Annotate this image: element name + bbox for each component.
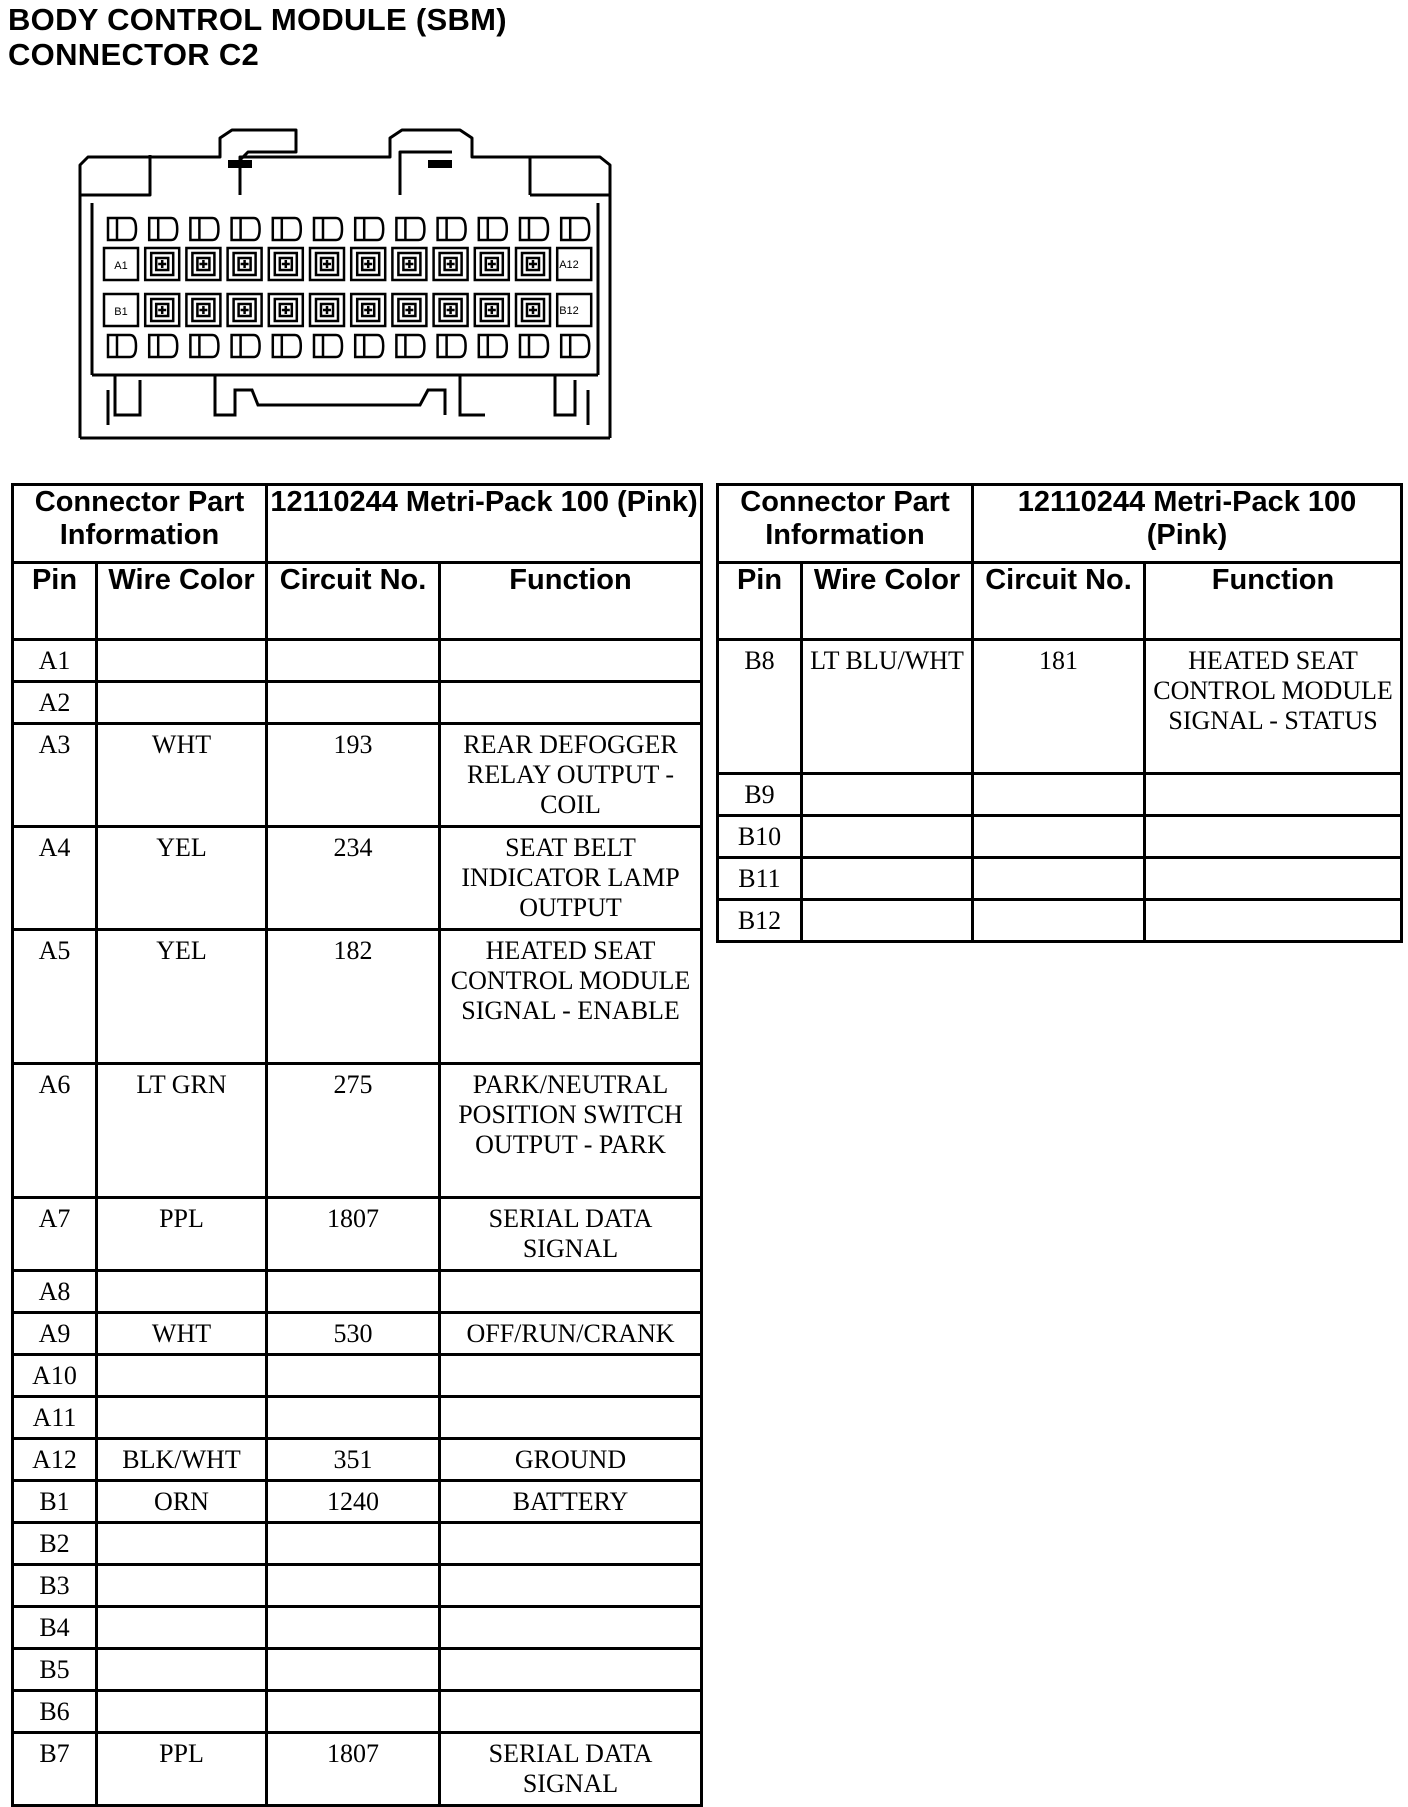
- pin-cell: B1: [13, 1481, 97, 1523]
- table-row: [13, 1397, 702, 1439]
- pin-cell: B7: [13, 1733, 97, 1806]
- pin-label-b12: B12: [559, 305, 579, 317]
- pin-cavity: [475, 248, 509, 280]
- col-header-wire-color: Wire Color: [802, 563, 973, 640]
- pin-label-b1: B1: [114, 306, 128, 318]
- table-row: [13, 1565, 702, 1607]
- function-cell: [1145, 774, 1402, 816]
- pin-row-b: [104, 294, 591, 326]
- circuit-cell: 182: [267, 930, 440, 1064]
- function-cell: GROUND: [440, 1439, 702, 1481]
- function-cell: PARK/NEUTRAL POSITION SWITCH OUTPUT - PARK: [440, 1064, 702, 1198]
- function-cell: [440, 682, 702, 724]
- pin-cavity: [269, 248, 303, 280]
- pin-cavity: [310, 294, 344, 326]
- function-cell: [440, 1607, 702, 1649]
- pin-cavity: [516, 294, 550, 326]
- col-header-pin: Pin: [13, 563, 97, 640]
- pin-cell: A1: [13, 640, 97, 682]
- function-cell: [440, 1691, 702, 1733]
- top-latch: [561, 218, 589, 240]
- top-latch: [355, 218, 383, 240]
- wire-color-cell: [97, 1523, 267, 1565]
- circuit-cell: [267, 682, 440, 724]
- wire-color-cell: YEL: [97, 827, 267, 930]
- circuit-cell: [973, 774, 1145, 816]
- pin-cavity: [516, 248, 550, 280]
- bottom-latch: [438, 335, 466, 357]
- circuit-cell: [267, 1355, 440, 1397]
- table-row: [13, 1607, 702, 1649]
- table-row: [718, 640, 1402, 774]
- top-latch: [190, 218, 218, 240]
- part-number: 12110244 Metri-Pack 100 (Pink): [973, 485, 1402, 563]
- wire-color-cell: [802, 816, 973, 858]
- pin-cell: B4: [13, 1607, 97, 1649]
- pin-cell: B9: [718, 774, 802, 816]
- pin-cavity: [475, 294, 509, 326]
- latch-marks: [228, 160, 452, 168]
- top-latch: [273, 218, 301, 240]
- pin-cavity: [145, 294, 179, 326]
- function-cell: [1145, 900, 1402, 942]
- wire-color-cell: [97, 1271, 267, 1313]
- function-cell: [440, 1271, 702, 1313]
- circuit-cell: 351: [267, 1439, 440, 1481]
- circuit-cell: [973, 858, 1145, 900]
- table-row: [13, 1313, 702, 1355]
- pin-cell: B3: [13, 1565, 97, 1607]
- table-row: [13, 1064, 702, 1198]
- pin-cell: B12: [718, 900, 802, 942]
- table-row: [13, 1481, 702, 1523]
- circuit-cell: [267, 1607, 440, 1649]
- wire-color-cell: [802, 774, 973, 816]
- connector-diagram: [0, 0, 1408, 460]
- circuit-cell: [267, 1397, 440, 1439]
- pin-cell: B10: [718, 816, 802, 858]
- wire-color-cell: PPL: [97, 1733, 267, 1806]
- pin-cavity: [434, 248, 468, 280]
- top-latch-row: [108, 218, 589, 240]
- bottom-latch: [561, 335, 589, 357]
- wire-color-cell: LT BLU/WHT: [802, 640, 973, 774]
- function-cell: SEAT BELT INDICATOR LAMP OUTPUT: [440, 827, 702, 930]
- table-row: [718, 858, 1402, 900]
- col-header-wire-color: Wire Color: [97, 563, 267, 640]
- circuit-cell: 1807: [267, 1733, 440, 1806]
- wire-color-cell: [97, 1397, 267, 1439]
- circuit-cell: [267, 1271, 440, 1313]
- function-cell: SERIAL DATA SIGNAL: [440, 1733, 702, 1806]
- top-latch: [108, 218, 136, 240]
- top-latch: [396, 218, 424, 240]
- bottom-latch: [314, 335, 342, 357]
- pin-label-a1: A1: [114, 260, 128, 272]
- pin-cavity: [392, 294, 426, 326]
- function-cell: OFF/RUN/CRANK: [440, 1313, 702, 1355]
- table-row: [13, 930, 702, 1064]
- pin-table-right: [716, 483, 1403, 943]
- pin-cell: A8: [13, 1271, 97, 1313]
- function-cell: BATTERY: [440, 1481, 702, 1523]
- circuit-cell: [267, 1523, 440, 1565]
- function-cell: HEATED SEAT CONTROL MODULE SIGNAL - STATUS: [1145, 640, 1402, 774]
- wire-color-cell: [97, 682, 267, 724]
- pin-cavity: [269, 294, 303, 326]
- pin-cavity: [228, 248, 262, 280]
- function-cell: [440, 1523, 702, 1565]
- function-cell: REAR DEFOGGER RELAY OUTPUT - COIL: [440, 724, 702, 827]
- pin-cell: B8: [718, 640, 802, 774]
- top-latch: [520, 218, 548, 240]
- pin-cavity: [351, 294, 385, 326]
- col-header-function: Function: [1145, 563, 1402, 640]
- circuit-cell: 234: [267, 827, 440, 930]
- function-cell: [440, 1565, 702, 1607]
- pin-cell: A7: [13, 1198, 97, 1271]
- part-number: 12110244 Metri-Pack 100 (Pink): [267, 485, 702, 563]
- wire-color-cell: YEL: [97, 930, 267, 1064]
- wire-color-cell: [97, 1355, 267, 1397]
- col-header-function: Function: [440, 563, 702, 640]
- bottom-latch: [108, 335, 136, 357]
- table-row: [13, 724, 702, 827]
- table-row: [13, 682, 702, 724]
- table-row: [13, 1198, 702, 1271]
- wire-color-cell: [97, 1607, 267, 1649]
- title-line-2: CONNECTOR C2: [8, 37, 260, 72]
- circuit-cell: 530: [267, 1313, 440, 1355]
- bottom-latch: [479, 335, 507, 357]
- table-row: [13, 1355, 702, 1397]
- bottom-latch: [273, 335, 301, 357]
- pin-cavity: [310, 248, 344, 280]
- table-row: [13, 1439, 702, 1481]
- bottom-latch: [232, 335, 260, 357]
- bottom-latch: [355, 335, 383, 357]
- pin-cavity: [351, 248, 385, 280]
- circuit-cell: 1807: [267, 1198, 440, 1271]
- pin-cell: B2: [13, 1523, 97, 1565]
- top-latch: [149, 218, 177, 240]
- part-info-label: Connector Part Information: [718, 485, 973, 563]
- table-row: [13, 640, 702, 682]
- table-row: [718, 900, 1402, 942]
- table-row: [13, 1523, 702, 1565]
- table-row: [13, 1733, 702, 1806]
- wire-color-cell: PPL: [97, 1198, 267, 1271]
- table-row: [13, 827, 702, 930]
- circuit-cell: [267, 1565, 440, 1607]
- circuit-cell: [973, 816, 1145, 858]
- circuit-cell: [973, 900, 1145, 942]
- pin-cell: A2: [13, 682, 97, 724]
- col-header-circuit: Circuit No.: [973, 563, 1145, 640]
- wire-color-cell: LT GRN: [97, 1064, 267, 1198]
- table-row: [13, 1691, 702, 1733]
- function-cell: SERIAL DATA SIGNAL: [440, 1198, 702, 1271]
- pin-cell: A10: [13, 1355, 97, 1397]
- col-header-pin: Pin: [718, 563, 802, 640]
- circuit-cell: 275: [267, 1064, 440, 1198]
- bottom-latch: [190, 335, 218, 357]
- bottom-latch: [149, 335, 177, 357]
- title-line-1: BODY CONTROL MODULE (SBM): [8, 2, 507, 37]
- bottom-latch: [396, 335, 424, 357]
- function-cell: [1145, 816, 1402, 858]
- wire-color-cell: [97, 1649, 267, 1691]
- pin-cell: A11: [13, 1397, 97, 1439]
- function-cell: [440, 1355, 702, 1397]
- pin-cavity: [186, 248, 220, 280]
- function-cell: [1145, 858, 1402, 900]
- top-latch: [314, 218, 342, 240]
- pin-cavity: [434, 294, 468, 326]
- top-latch: [232, 218, 260, 240]
- wire-color-cell: WHT: [97, 724, 267, 827]
- function-cell: [440, 1397, 702, 1439]
- pin-table-left: [11, 483, 703, 1807]
- table-row: [13, 1271, 702, 1313]
- circuit-cell: [267, 1649, 440, 1691]
- circuit-cell: 181: [973, 640, 1145, 774]
- part-info-label: Connector Part Information: [13, 485, 267, 563]
- pin-cavity: [228, 294, 262, 326]
- table-row: [718, 816, 1402, 858]
- wire-color-cell: [97, 1565, 267, 1607]
- connector-housing: [80, 130, 610, 438]
- pin-cavity: [145, 248, 179, 280]
- lower-keyway: [108, 375, 588, 425]
- pin-cell: B6: [13, 1691, 97, 1733]
- pin-cavity: [392, 248, 426, 280]
- pin-cell: A6: [13, 1064, 97, 1198]
- circuit-cell: [267, 640, 440, 682]
- function-cell: [440, 640, 702, 682]
- wire-color-cell: BLK/WHT: [97, 1439, 267, 1481]
- pin-cell: A12: [13, 1439, 97, 1481]
- bottom-latch-row: [108, 335, 589, 357]
- circuit-cell: 1240: [267, 1481, 440, 1523]
- wire-color-cell: ORN: [97, 1481, 267, 1523]
- circuit-cell: [267, 1691, 440, 1733]
- pin-cell: A5: [13, 930, 97, 1064]
- wire-color-cell: [97, 640, 267, 682]
- pin-cell: A3: [13, 724, 97, 827]
- pin-cell: B5: [13, 1649, 97, 1691]
- pin-cell: B11: [718, 858, 802, 900]
- top-latch: [438, 218, 466, 240]
- wire-color-cell: [802, 858, 973, 900]
- pin-cell: A4: [13, 827, 97, 930]
- pin-row-a: [104, 248, 591, 280]
- pin-cavity: [186, 294, 220, 326]
- function-cell: [440, 1649, 702, 1691]
- wire-color-cell: WHT: [97, 1313, 267, 1355]
- col-header-circuit: Circuit No.: [267, 563, 440, 640]
- pin-label-a12: A12: [559, 259, 579, 271]
- wire-color-cell: [802, 900, 973, 942]
- function-cell: HEATED SEAT CONTROL MODULE SIGNAL - ENABLE: [440, 930, 702, 1064]
- circuit-cell: 193: [267, 724, 440, 827]
- top-latch: [479, 218, 507, 240]
- pin-cell: A9: [13, 1313, 97, 1355]
- table-row: [718, 774, 1402, 816]
- wire-color-cell: [97, 1691, 267, 1733]
- table-row: [13, 1649, 702, 1691]
- bottom-latch: [520, 335, 548, 357]
